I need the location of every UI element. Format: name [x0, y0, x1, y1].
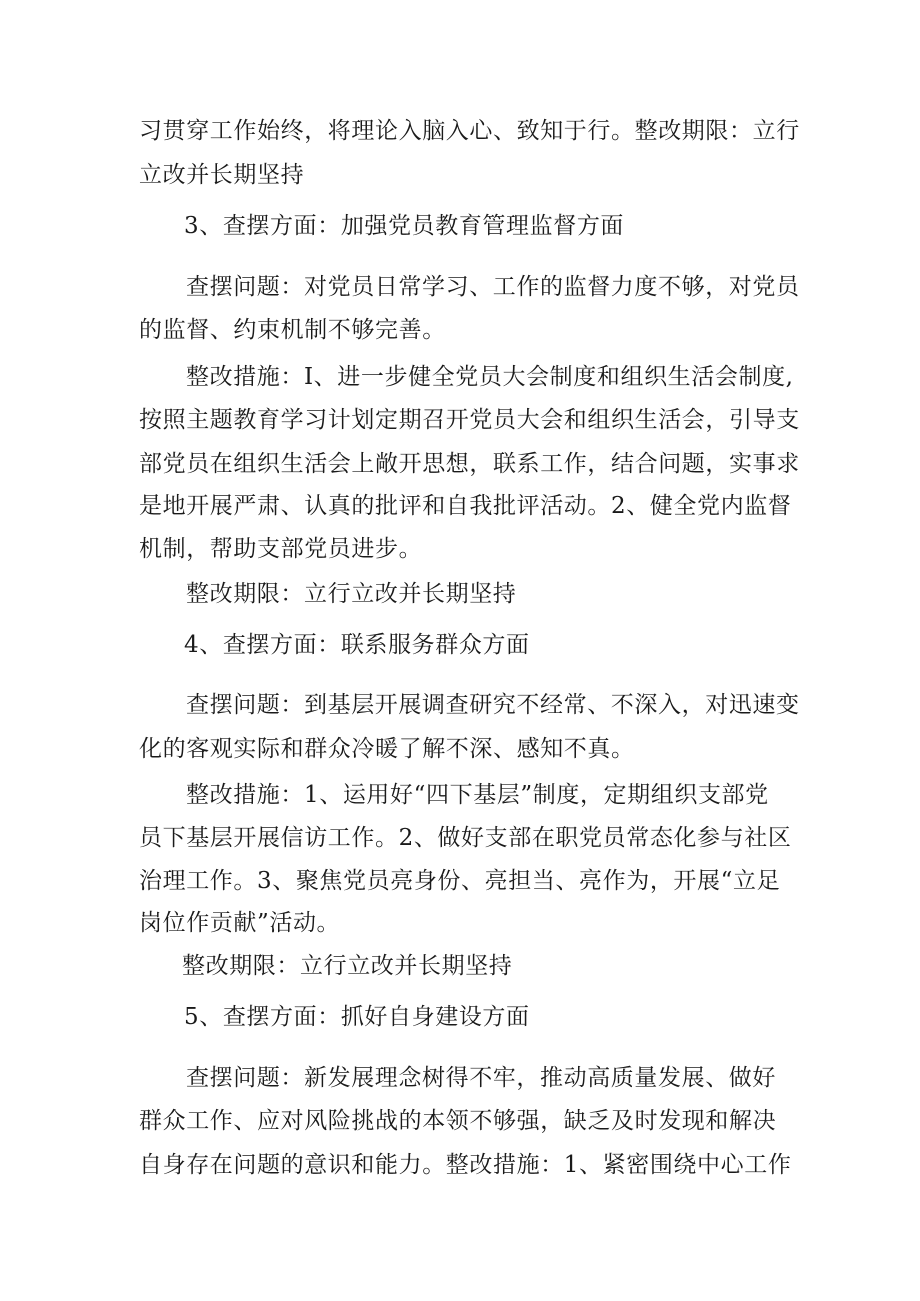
text-line: 立改并长期坚持: [139, 162, 305, 188]
text-line: 化的客观实际和群众冷暖了解不深、感知不真。: [139, 736, 635, 762]
text-line: 自身存在问题的意识和能力。整改措施：1、紧密围绕中心工作: [139, 1152, 792, 1178]
text-line: 整改措施：1、运用好“四下基层”制度，定期组织支部党: [186, 782, 769, 808]
text-line: 岗位作贡献”活动。: [139, 910, 341, 936]
text-line: 查摆问题：到基层开展调查研究不经常、不深入，对迅速变: [186, 692, 800, 718]
text-line: 的监督、约束机制不够完善。: [139, 317, 446, 343]
text-line: 部党员在组织生活会上敞开思想，联系工作，结合问题，实事求: [139, 451, 800, 477]
text-line: 查摆问题：新发展理念树得不牢，推动高质量发展、做好: [186, 1065, 776, 1091]
section-heading: 3、查摆方面：加强党员教育管理监督方面: [184, 213, 625, 239]
section-heading: 5、查摆方面：抓好自身建设方面: [184, 1004, 530, 1030]
text-line: 员下基层开展信访工作。2、做好支部在职党员常态化参与社区: [139, 825, 792, 851]
text-line: 按照主题教育学习计划定期召开党员大会和组织生活会，引导支: [139, 407, 800, 433]
text-line: 查摆问题：对党员日常学习、工作的监督力度不够，对党员: [186, 274, 800, 300]
text-line: 整改措施：I、进一步健全党员大会制度和组织生活会制度,: [186, 364, 794, 390]
text-line: 习贯穿工作始终，将理论入脑入心、致知于行。整改期限：立行: [139, 118, 800, 144]
text-line: 治理工作。3、聚焦党员亮身份、亮担当、亮作为，开展“立足: [139, 868, 781, 894]
text-line: 整改期限：立行立改并长期坚持: [186, 581, 517, 607]
text-line: 机制，帮助支部党员进步。: [139, 536, 423, 562]
section-heading: 4、查摆方面：联系服务群众方面: [184, 632, 530, 658]
text-line: 群众工作、应对风险挑战的本领不够强，缺乏及时发现和解决: [139, 1108, 777, 1134]
text-line: 是地开展严肃、认真的批评和自我批评活动。2、健全党内监督: [139, 493, 792, 519]
text-line: 整改期限：立行立改并长期坚持: [182, 953, 513, 979]
